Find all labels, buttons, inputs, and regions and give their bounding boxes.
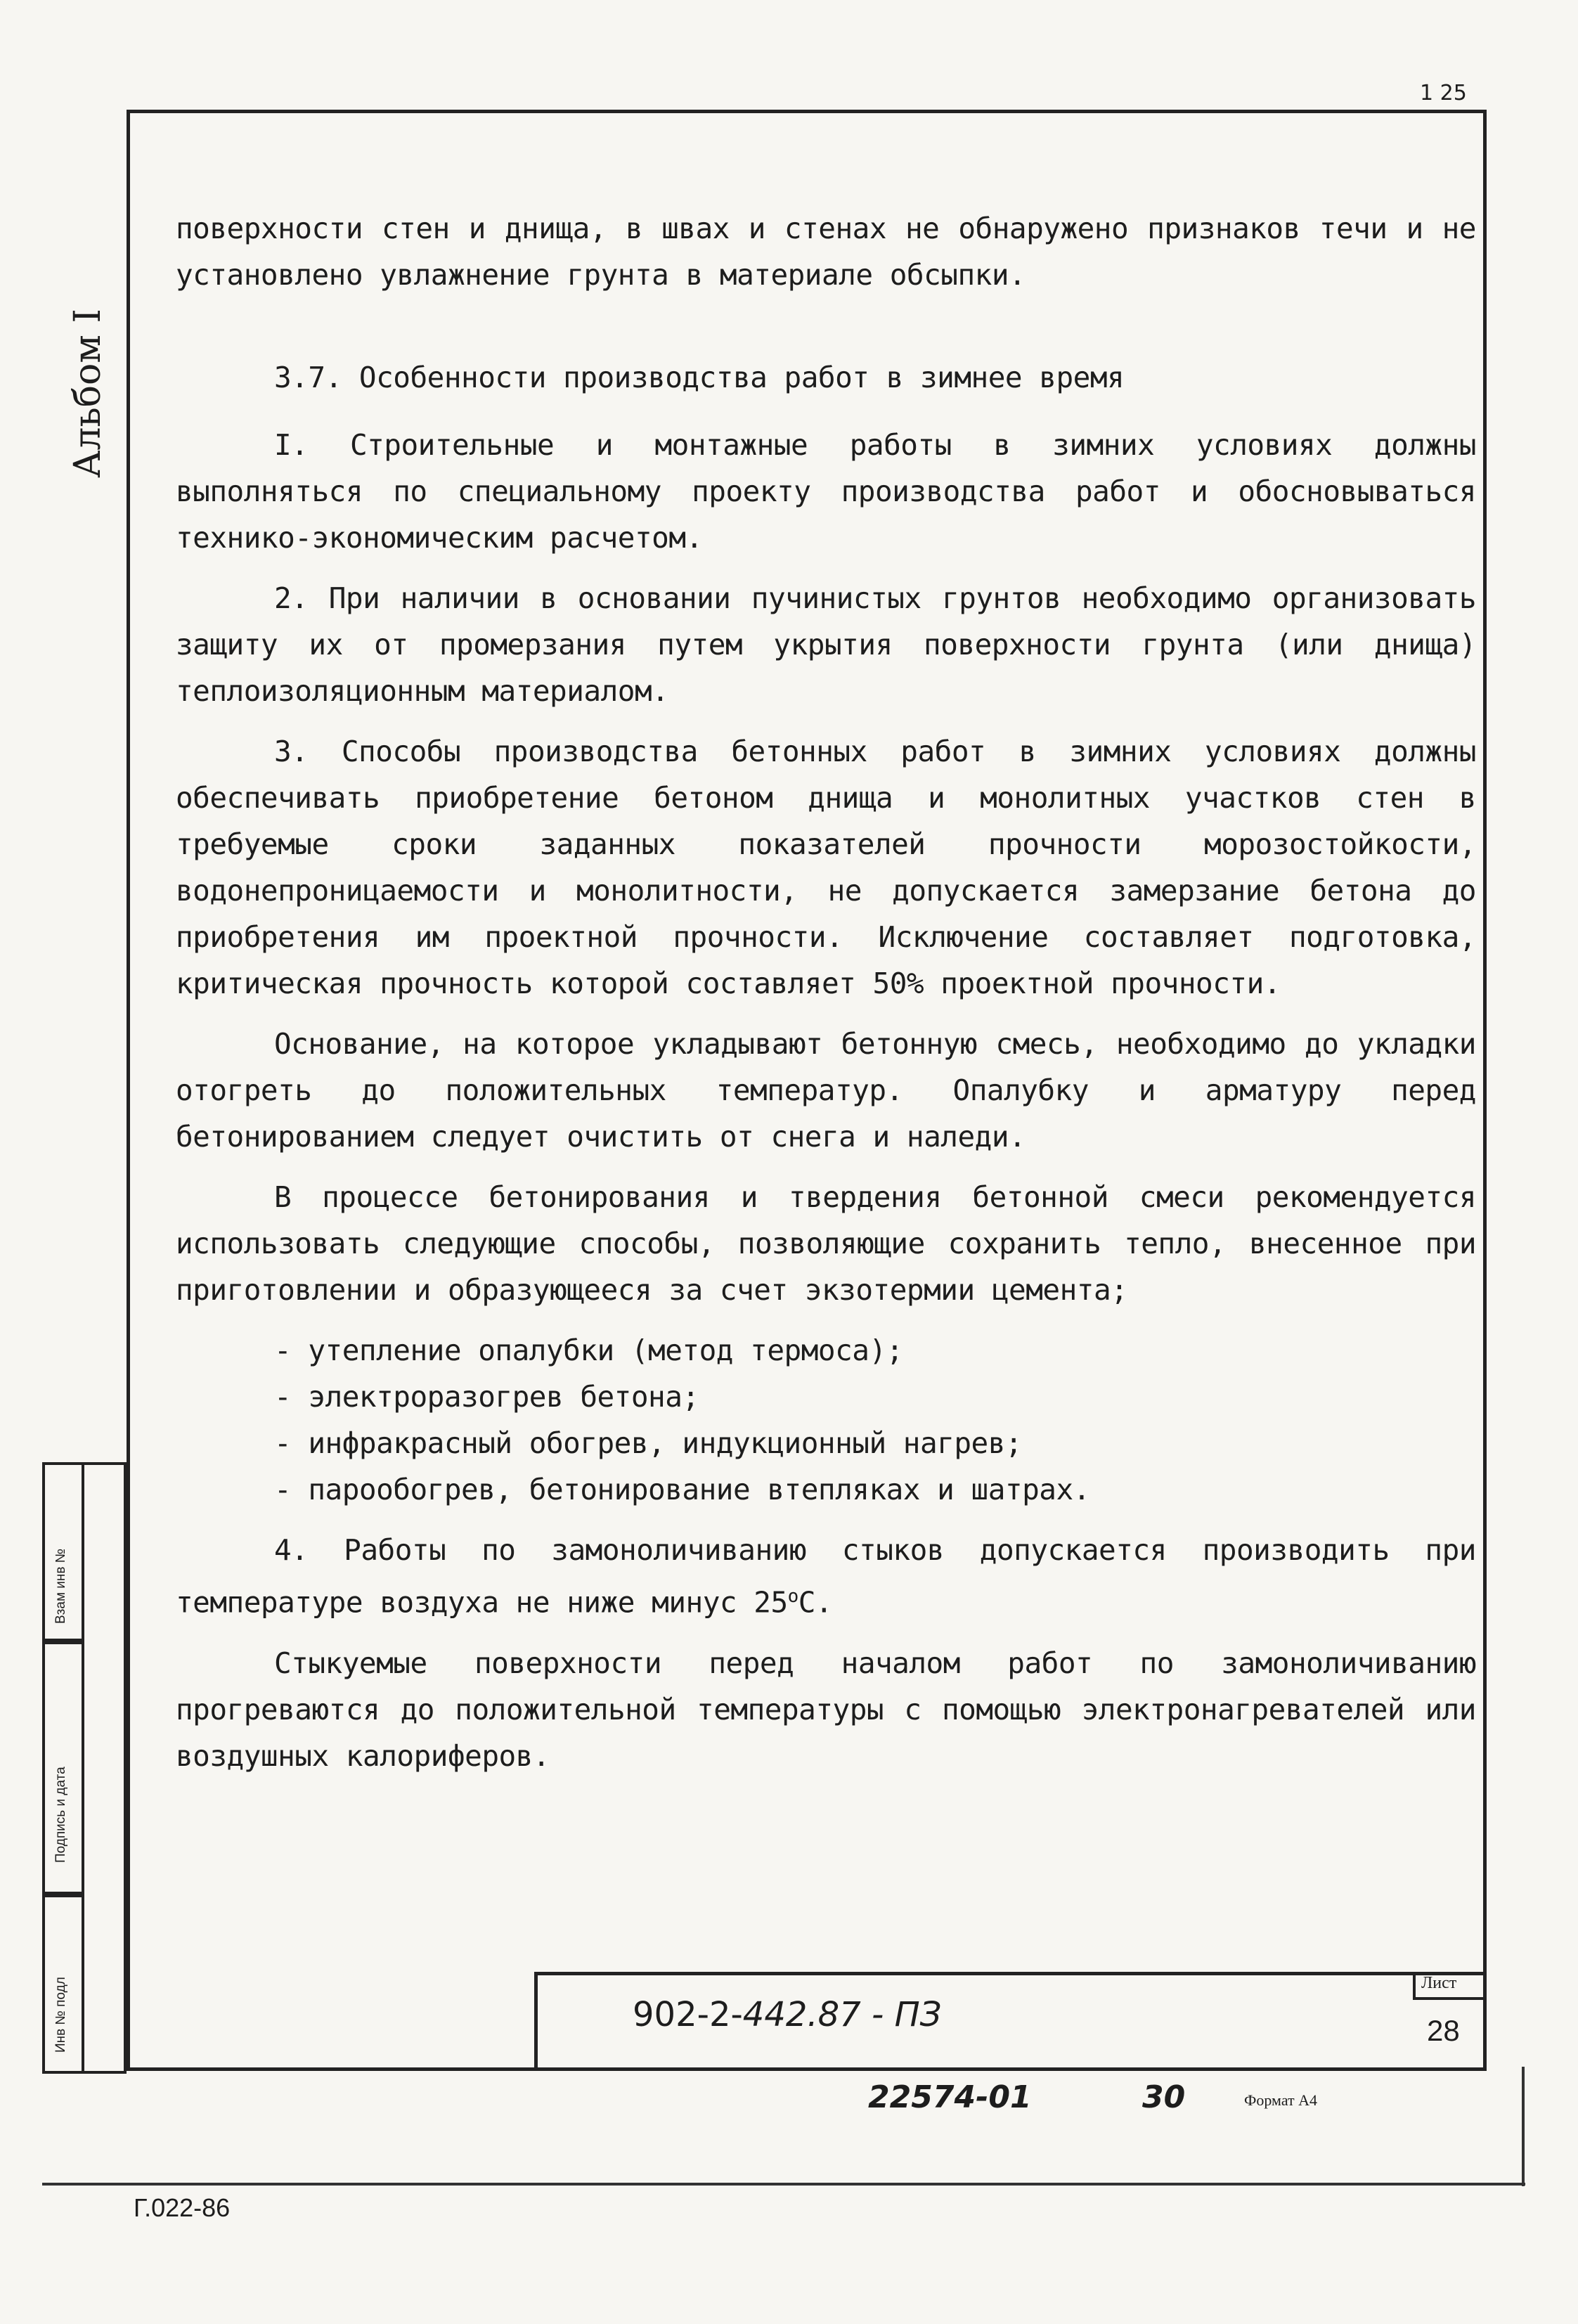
corner-mark: 1 25: [1420, 81, 1467, 105]
paragraph-heat-methods: В процессе бетонирования и твердения бетонной смеси рекомендуется использовать следующие способы, позволяющие сохранить тепло, внесенное при приготовлении и образующееся за счет экзотермии цемента;: [176, 1180, 1476, 1307]
paragraph-4-unit: С.: [798, 1585, 833, 1620]
stamp-inv-podl-label: Инв № подл: [53, 1977, 68, 2053]
list-item: - инфракрасный обогрев, индукционный нагрев;: [274, 1426, 1023, 1460]
format-label: Формат А4: [1244, 2091, 1318, 2109]
order-number: 22574-01: [868, 2079, 1032, 2115]
document-code-handwritten: 442.87 - ПЗ: [742, 1995, 942, 2034]
paragraph-4-text: 4. Работы по замоноличиванию стыков допускается производить при температуре воздуха не ниже минус 25: [176, 1533, 1476, 1620]
paragraph-base-preparation: Основание, на которое укладывают бетонную смесь, необходимо до укладки отогреть до положительных температур. Опалубку и арматуру перед бетонированием следует очистить от снега и наледи.: [176, 1027, 1476, 1154]
list-item: - утепление опалубки (метод термоса);: [274, 1334, 903, 1367]
bottom-rule: [42, 2183, 1525, 2186]
paragraph-3: 3. Способы производства бетонных работ в зимних условиях должны обеспечивать приобретение бетоном днища и монолитных участков стен в требуемые сроки заданных показателей прочности морозостойкости, водонепроницаемости и монолитности, не допускается замерзание бетона до приобретения им проектной прочности. Исключение составляет подготовка, критическая прочность которой составляет 50% проектной прочности.: [176, 735, 1476, 1000]
sheet-number: 28: [1427, 2014, 1460, 2047]
sheet-label: Лист: [1421, 1974, 1457, 1992]
document-body: [176, 205, 1476, 1793]
stamp-podpis-label: Подпись и дата: [53, 1767, 68, 1863]
paragraph-joint-heating: Стыкуемые поверхности перед началом работ по замоноличиванию прогреваются до положительной температуры с помощью электронагревателей или воздушных калориферов.: [176, 1646, 1476, 1773]
degree-sign: о: [787, 1586, 798, 1607]
paragraph-4: [176, 1527, 1476, 1626]
document-code-printed: 902-2-: [633, 1995, 743, 2034]
heat-methods-list: [274, 1327, 1476, 1513]
document-code: [633, 1995, 941, 2034]
stamp-inv-zam-label: Взам инв №: [53, 1548, 68, 1624]
section-heading: 3.7. Особенности производства работ в зимнее время: [274, 361, 1125, 394]
paragraph-2: 2. При наличии в основании пучинистых грунтов необходимо организовать защиту их от промерзания путем укрытия поверхности грунта (или днища) теплоизоляционным материалом.: [176, 581, 1476, 708]
list-item: - парообогрев, бетонирование втеплякax и шатрах.: [274, 1473, 1090, 1506]
list-item: - электроразогрев бетона;: [274, 1380, 699, 1414]
right-edge-mark: [1522, 2067, 1525, 2186]
paragraph-1: I. Строительные и монтажные работы в зимних условиях должны выполняться по специальному проекту производства работ и обосновываться технико-экономическим расчетом.: [176, 428, 1476, 555]
page-number: 30: [1142, 2079, 1186, 2115]
album-label: Альбом I: [67, 309, 109, 478]
form-code: Г.022-86: [134, 2193, 231, 2222]
paragraph-continuation: поверхности стен и днища, в швах и стенах не обнаружено признаков течи и не установлено увлажнение грунта в материале обсыпки.: [176, 212, 1476, 292]
